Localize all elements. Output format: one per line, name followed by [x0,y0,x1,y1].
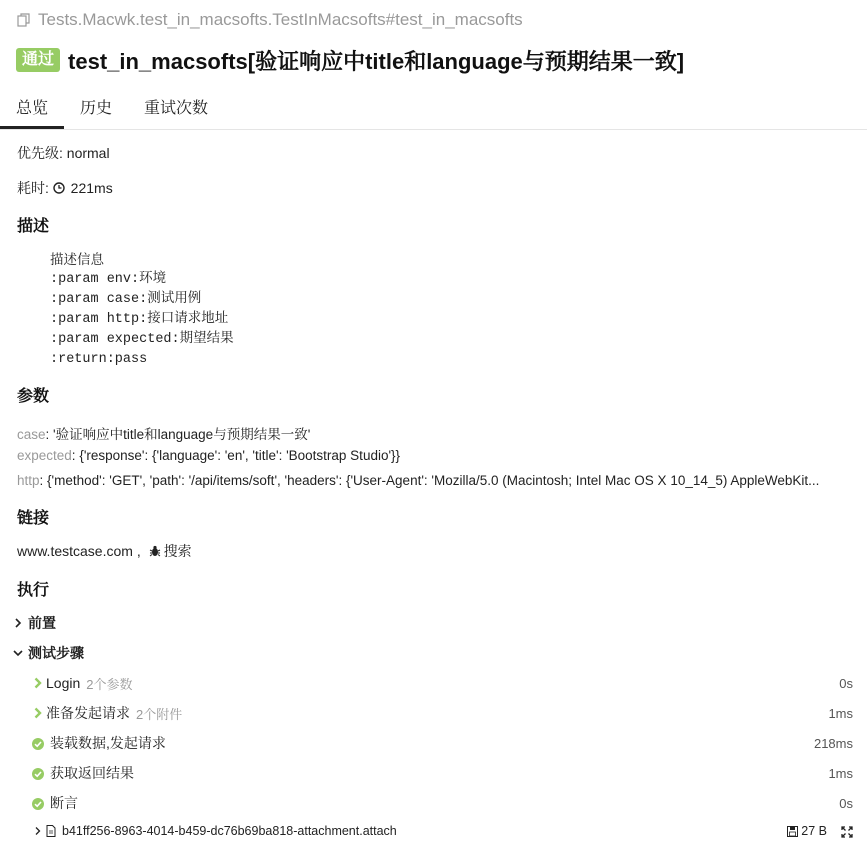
description-line: :param env:环境 [50,272,167,287]
duration-line [17,178,113,198]
step-name: 断言 [50,795,78,811]
check-circle-icon [32,767,44,779]
param-row: expected: {'response': {'language': 'en', 'title': 'Bootstrap Studio'}} [17,448,401,463]
setup-node[interactable] [0,608,867,638]
description-line: 描述信息 [50,252,104,268]
title-row [16,40,851,80]
file-icon [46,825,56,837]
step-meta: 2个附件 [136,706,183,722]
links-title: 链接 [17,510,50,527]
step-duration: 1ms [828,705,853,721]
step-row[interactable] [0,788,867,818]
steps-node[interactable] [0,638,867,668]
breadcrumb [16,0,851,40]
step-name: 准备发起请求 [46,705,130,721]
step-row[interactable] [0,758,867,788]
step-row[interactable] [0,668,867,698]
step-duration: 1ms [828,765,853,781]
check-circle-icon [32,737,44,749]
param-row: case: '验证响应中title和language与预期结果一致' [17,427,311,442]
priority-label: 优先级: [17,145,63,161]
testcase-link[interactable]: www.testcase.com [17,543,133,559]
chevron-right-icon [12,617,24,629]
step-duration: 0s [839,675,853,691]
step-name: 获取返回结果 [50,765,134,781]
step-row[interactable] [0,728,867,758]
duration-value: 221ms [70,180,113,196]
steps-label: 测试步骤 [28,645,84,661]
setup-label: 前置 [28,615,56,631]
attachment-name: b41ff256-8963-4014-b459-dc76b69ba818-attachment.attach [62,824,397,838]
parameters-title: 参数 [17,388,50,405]
description-line: :return:pass [50,352,148,367]
param-key: expected [17,448,72,463]
param-key: http [17,473,40,488]
param-value: {'response': {'language': 'en', 'title': 'Bootstrap Studio'}} [79,448,401,463]
param-key: case [17,427,46,442]
link-separator: , [136,543,141,559]
priority-value: normal [66,145,110,161]
tab-bar [0,90,867,130]
description-line: :param case:测试用例 [50,292,202,307]
tab-history[interactable]: 历史 [80,100,113,117]
expand-icon[interactable] [841,825,853,837]
step-name: 装载数据,发起请求 [50,735,166,751]
duration-label: 耗时: [17,180,49,196]
copy-icon[interactable] [16,12,32,28]
description-line: :param http:接口请求地址 [50,312,229,327]
description-title: 描述 [17,218,50,235]
status-badge: 通过 [16,48,60,72]
param-row: http: {'method': 'GET', 'path': '/api/items/soft', 'headers': {'User-Agent': 'Mozilla/5.0 (Macintosh; Intel Mac OS X 10_14_5) AppleWebKit... [17,473,820,488]
links-line [17,541,192,561]
search-link[interactable]: 搜索 [163,543,192,559]
param-value: '验证响应中title和language与预期结果一致' [53,427,311,442]
chevron-right-icon [32,825,44,837]
page-title: test_in_macsofts[验证响应中title和language与预期结果一致] [68,48,685,74]
check-circle-icon [32,797,44,809]
param-value: {'method': 'GET', 'path': '/api/items/soft', 'headers': {'User-Agent': 'Mozilla/5.0 (Macintosh; Intel Mac OS X 10_14_5) AppleWebKit... [47,473,820,488]
step-duration: 218ms [813,735,853,751]
tab-retries[interactable]: 重试次数 [144,100,209,117]
clock-icon [53,181,65,193]
step-row[interactable] [0,698,867,728]
step-name: Login [46,675,81,691]
attachment-size-value: 27 B [801,824,827,838]
execution-title: 执行 [17,582,50,599]
step-duration: 0s [839,795,853,811]
description-text [50,250,234,370]
step-meta: 2个参数 [86,676,133,692]
attachment-size [787,824,827,838]
chevron-right-icon [32,677,44,689]
breadcrumb-text: Tests.Macwk.test_in_macsofts.TestInMacsofts#test_in_macsofts [38,10,523,29]
attachment-row[interactable] [0,816,867,846]
priority-line [17,143,110,163]
description-line: :param expected:期望结果 [50,332,234,347]
save-icon [787,826,798,837]
tab-overview[interactable]: 总览 [0,90,64,129]
bug-icon [149,544,161,556]
chevron-right-icon [32,707,44,719]
chevron-down-icon [12,647,24,659]
